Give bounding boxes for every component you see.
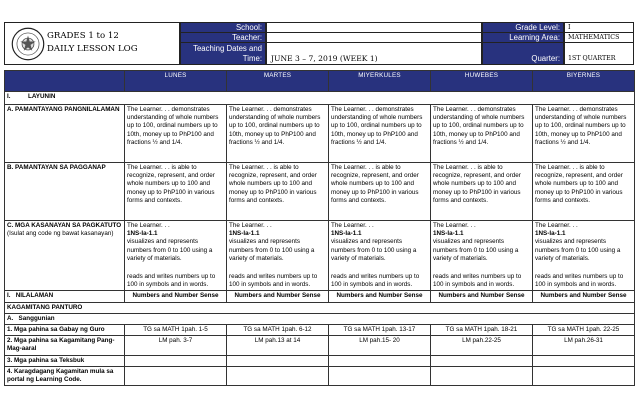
row-label-nilalaman: I. NILALAMAN	[5, 291, 125, 302]
teksbuk-miyerkules	[329, 355, 431, 366]
competency-text-2: reads and writes numbers up to 100 in symbols and in words.	[535, 273, 624, 289]
guro-huwebes: TG sa MATH 1pah. 18-21	[431, 325, 533, 336]
guro-lunes: TG sa MATH 1pah. 1-5	[125, 325, 227, 336]
cell-a-biyernes: The Learner. . . demonstrates understanding of whole numbers up to 100, ordinal numbers up to 10th, money up to PhP100 and fractions ½ and 1/4.	[533, 105, 635, 163]
cell-b-biyernes: The Learner. . . is able to recognize, represent, and order whole numbers up to 100 and money up to PhP100 in various forms and contexts.	[533, 163, 635, 221]
cell-a-huwebes: The Learner. . . demonstrates understanding of whole numbers up to 100, ordinal numbers up to 10th, money up to PhP100 and fractions ½ and 1/4.	[431, 105, 533, 163]
competency-text-1: visualizes and represents numbers from 0 to 100 using a variety of materials.	[433, 238, 519, 262]
table-row	[5, 355, 635, 366]
row-label-kasanayan-note: (Isulat ang code ng bawat kasanayan)	[7, 230, 114, 238]
quarter-label: Quarter:	[482, 42, 564, 65]
cell-c-lunes	[125, 221, 227, 291]
nilalaman-martes: Numbers and Number Sense	[227, 291, 329, 302]
title-line-1: GRADES 1 to 12	[47, 31, 119, 41]
aaral-huwebes: LM pah.22-25	[431, 336, 533, 355]
table-row	[5, 221, 635, 291]
table-row	[5, 291, 635, 302]
guro-martes: TG sa MATH 1pah. 6-12	[227, 325, 329, 336]
dates-label-line-2: Time:	[242, 54, 262, 63]
area-value: MATHEMATICS	[564, 32, 634, 43]
day-header-miyerkules: MIYERKULES	[329, 71, 431, 92]
row-label-kasanayan-sa-pagkatuto	[5, 221, 125, 291]
log-title	[47, 30, 138, 56]
table-row	[5, 302, 635, 313]
learner-intro: The Learner. . .	[229, 222, 272, 229]
row-label-kagamitang-mag-aaral: 2. Mga pahina sa Kagamitang Pang-Mag-aaral	[5, 336, 125, 355]
table-row	[5, 325, 635, 336]
competency-text-2: reads and writes numbers up to 100 in symbols and in words.	[331, 273, 420, 289]
row-label-karagdagang-kagamitan: 4. Karagdagang Kagamitan mula sa portal ng Learning Code.	[5, 366, 125, 385]
nilalaman-biyernes: Numbers and Number Sense	[533, 291, 635, 302]
cell-b-martes: The Learner. . . is able to recognize, represent, and order whole numbers up to 100 and money up to PhP100 in various forms and contexts.	[227, 163, 329, 221]
day-header-row	[5, 71, 635, 92]
competency-text-2: reads and writes numbers up to 100 in symbols and in words.	[229, 273, 318, 289]
teksbuk-biyernes	[533, 355, 635, 366]
learner-intro: The Learner. . .	[535, 222, 578, 229]
layunin-row	[5, 92, 635, 105]
cell-c-miyerkules	[329, 221, 431, 291]
section-sanggunian: A. Sanggunian	[5, 313, 635, 324]
table-row	[5, 313, 635, 324]
dates-value: JUNE 3 – 7, 2019 (WEEK 1)	[266, 42, 482, 65]
dates-label	[180, 42, 266, 65]
competency-text-2: reads and writes numbers up to 100 in symbols and in words.	[127, 273, 216, 289]
teksbuk-huwebes	[431, 355, 533, 366]
cell-c-martes	[227, 221, 329, 291]
row-label-pamantayan-sa-pagganap: B. PAMANTAYAN SA PAGGANAP	[5, 163, 125, 221]
cell-a-lunes: The Learner. . . demonstrates understanding of whole numbers up to 100, ordinal numbers up to 10th, money up to PhP100 and fractions ½ and 1/4.	[125, 105, 227, 163]
cell-c-huwebes	[431, 221, 533, 291]
competency-text-1: visualizes and represents numbers from 0 to 100 using a variety of materials.	[331, 238, 417, 262]
day-header-lunes: LUNES	[125, 71, 227, 92]
day-header-huwebes: HUWEBES	[431, 71, 533, 92]
corner-cell	[5, 71, 125, 92]
competency-text-1: visualizes and represents numbers from 0 to 100 using a variety of materials.	[229, 238, 315, 262]
row-label-teksbuk: 3. Mga pahina sa Teksbuk	[5, 355, 125, 366]
cell-b-huwebes: The Learner. . . is able to recognize, represent, and order whole numbers up to 100 and money up to PhP100 in various forms and contexts.	[431, 163, 533, 221]
section-kagamitang-panturo: KAGAMITANG PANTURO	[5, 302, 635, 313]
table-row	[5, 105, 635, 163]
row-label-pamantayang-pangnilalaman: A. PAMANTAYANG PANGNILALAMAN	[5, 105, 125, 163]
learner-intro: The Learner. . .	[127, 222, 170, 229]
competency-code: 1NS-Ia-1.1	[127, 230, 158, 238]
title-line-2: DAILY LESSON LOG	[47, 44, 138, 54]
section-layunin: I. LAYUNIN	[5, 92, 635, 105]
quarter-value: 1ST QUARTER	[564, 42, 634, 65]
cell-c-biyernes	[533, 221, 635, 291]
competency-code: 1NS-Ia-1.1	[229, 230, 260, 238]
competency-code: 1NS-Ia-1.1	[433, 230, 464, 238]
competency-text-1: visualizes and represents numbers from 0 to 100 using a variety of materials.	[535, 238, 621, 262]
teksbuk-martes	[227, 355, 329, 366]
cell-a-miyerkules: The Learner. . . demonstrates understanding of whole numbers up to 100, ordinal numbers up to 10th, money up to PhP100 and fractions ½ and 1/4.	[329, 105, 431, 163]
karagdagang-martes	[227, 366, 329, 385]
guro-miyerkules: TG sa MATH 1pah. 13-17	[329, 325, 431, 336]
teacher-label: Teacher:	[180, 32, 266, 43]
header-info	[180, 22, 634, 65]
nilalaman-huwebes: Numbers and Number Sense	[431, 291, 533, 302]
aaral-lunes: LM pah. 3-7	[125, 336, 227, 355]
competency-code: 1NS-Ia-1.1	[535, 230, 566, 238]
karagdagang-biyernes	[533, 366, 635, 385]
aaral-martes: LM pah.13 at 14	[227, 336, 329, 355]
nilalaman-lunes: Numbers and Number Sense	[125, 291, 227, 302]
teksbuk-lunes	[125, 355, 227, 366]
table-row	[5, 163, 635, 221]
cell-a-martes: The Learner. . . demonstrates understanding of whole numbers up to 100, ordinal numbers up to 10th, money up to PhP100 and fractions ½ and 1/4.	[227, 105, 329, 163]
day-header-martes: MARTES	[227, 71, 329, 92]
cell-b-lunes: The Learner. . . is able to recognize, represent, and order whole numbers up to 100 and money up to PhP100 in various forms and contexts.	[125, 163, 227, 221]
karagdagang-huwebes	[431, 366, 533, 385]
competency-text-1: visualizes and represents numbers from 0 to 100 using a variety of materials.	[127, 238, 213, 262]
aaral-miyerkules: LM pah.15- 20	[329, 336, 431, 355]
dates-label-line-1: Teaching Dates and	[193, 44, 262, 53]
aaral-biyernes: LM pah.26-31	[533, 336, 635, 355]
table-row	[5, 366, 635, 385]
row-label-kasanayan-title: C. MGA KASANAYAN SA PAGKATUTO	[7, 222, 122, 229]
day-header-biyernes: BIYERNES	[533, 71, 635, 92]
row-label-gabay-ng-guro: 1. Mga pahina sa Gabay ng Guro	[5, 325, 125, 336]
karagdagang-miyerkules	[329, 366, 431, 385]
lesson-table	[4, 70, 635, 386]
learner-intro: The Learner. . .	[331, 222, 374, 229]
school-label: School:	[180, 22, 266, 33]
nilalaman-miyerkules: Numbers and Number Sense	[329, 291, 431, 302]
learner-intro: The Learner. . .	[433, 222, 476, 229]
competency-text-2: reads and writes numbers up to 100 in symbols and in words.	[433, 273, 522, 289]
deped-seal-icon	[11, 27, 45, 61]
competency-code: 1NS-Ia-1.1	[331, 230, 362, 238]
karagdagang-lunes	[125, 366, 227, 385]
cell-b-miyerkules: The Learner. . . is able to recognize, represent, and order whole numbers up to 100 and money up to PhP100 in various forms and contexts.	[329, 163, 431, 221]
grade-value: I	[564, 22, 634, 33]
title-block	[4, 22, 180, 65]
area-label: Learning Area:	[482, 32, 564, 43]
table-row	[5, 336, 635, 355]
header	[4, 22, 634, 65]
guro-biyernes: TG sa MATH 1pah. 22-25	[533, 325, 635, 336]
grade-label: Grade Level:	[482, 22, 564, 33]
